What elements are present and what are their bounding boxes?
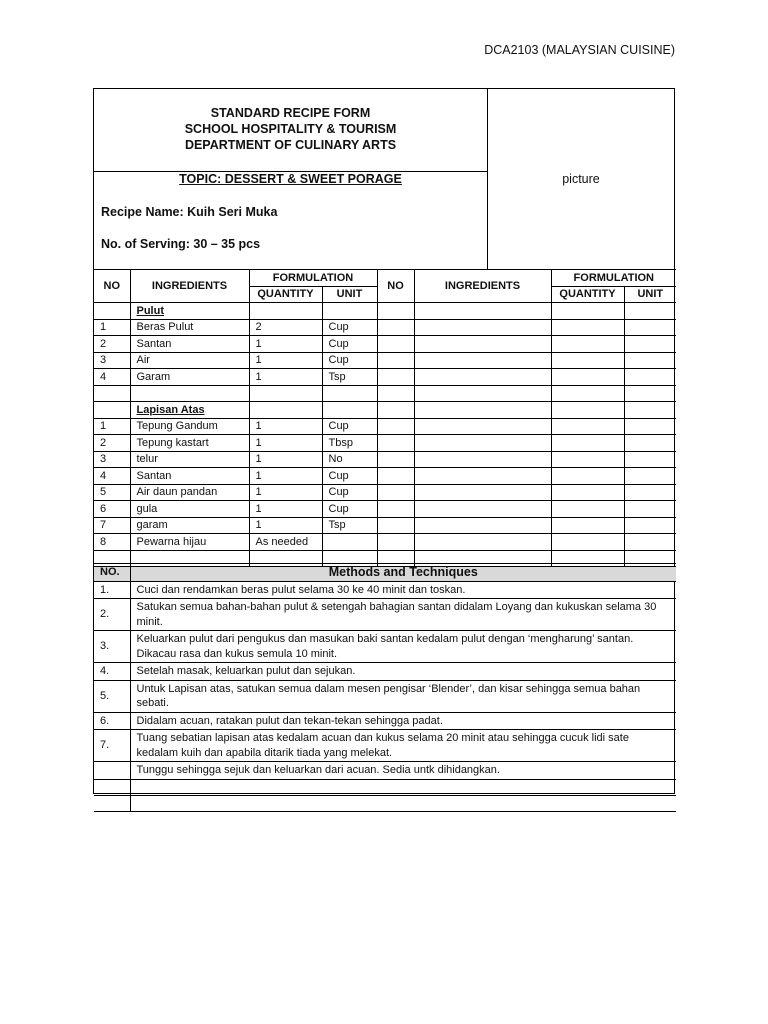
- ingredient-row: [94, 336, 676, 353]
- col-header-ingredients: INGREDIENTS: [130, 270, 249, 303]
- ingredient-no: 4: [94, 468, 130, 485]
- ingredient-name: gula: [130, 501, 249, 518]
- ingredient-unit: Cup: [322, 418, 377, 435]
- school-name: SCHOOL HOSPITALITY & TOURISM: [184, 122, 397, 136]
- topic-box: [94, 171, 488, 269]
- form-title: STANDARD RECIPE FORM: [210, 106, 371, 120]
- ingredient-row: [94, 319, 676, 336]
- step-no: 7.: [94, 730, 130, 762]
- ingredient-row: [94, 501, 676, 518]
- section-row: [94, 303, 676, 320]
- step-no: 4.: [94, 663, 130, 681]
- ingredient-name: Air daun pandan: [130, 484, 249, 501]
- ingredient-name: telur: [130, 451, 249, 468]
- serving-count: No. of Serving: 30 – 35 pcs: [101, 237, 261, 251]
- step-no: 3.: [94, 631, 130, 663]
- ingredient-row: [94, 534, 676, 551]
- ingredient-no: 4: [94, 369, 130, 386]
- ingredient-name: garam: [130, 517, 249, 534]
- picture-label: picture: [562, 172, 600, 186]
- methods-table: [94, 563, 676, 812]
- col-header-unit: UNIT: [322, 286, 377, 303]
- recipe-form: [93, 88, 675, 794]
- recipe-name: Recipe Name: Kuih Seri Muka: [101, 205, 278, 219]
- step-no: 5.: [94, 680, 130, 712]
- empty-row: [94, 795, 676, 811]
- step-text: Tunggu sehingga sejuk dan keluarkan dari acuan. Sedia untk dihidangkan.: [130, 762, 676, 780]
- step-text: Satukan semua bahan-bahan pulut & setengah bahagian santan didalam Loyang dan kukuskan selama 30 minit.: [130, 599, 676, 631]
- col-header-no: NO: [377, 270, 414, 303]
- step-text: Keluarkan pulut dari pengukus dan masukan baki santan kedalam pulut dengan ‘mengharung’ santan. Dikacau rasa dan kukus semula 10 minit.: [130, 631, 676, 663]
- method-step: [94, 762, 676, 780]
- methods-no-header: NO.: [94, 564, 130, 582]
- col-header-ingredients: INGREDIENTS: [414, 270, 551, 303]
- department-name: DEPARTMENT OF CULINARY ARTS: [184, 138, 397, 152]
- step-text: Tuang sebatian lapisan atas kedalam acuan dan kukus selama 20 minit atau sehingga cucuk lidi sate kedalam kuih dan apabila ditarik tiada yang melekat.: [130, 730, 676, 762]
- ingredient-unit: Cup: [322, 468, 377, 485]
- ingredient-unit: Tsp: [322, 369, 377, 386]
- ingredient-no: 8: [94, 534, 130, 551]
- empty-row: [94, 779, 676, 795]
- method-step: [94, 663, 676, 681]
- ingredient-qty: 1: [249, 352, 322, 369]
- ingredient-unit: Tbsp: [322, 435, 377, 452]
- ingredient-unit: Cup: [322, 501, 377, 518]
- ingredient-unit: Cup: [322, 336, 377, 353]
- methods-header-row: [94, 564, 676, 582]
- ingredient-unit: Tsp: [322, 517, 377, 534]
- ingredient-qty: 1: [249, 468, 322, 485]
- method-step: [94, 631, 676, 663]
- ingredient-unit: Cup: [322, 352, 377, 369]
- ingredient-row: [94, 435, 676, 452]
- ingredient-no: 1: [94, 319, 130, 336]
- ingredient-no: 7: [94, 517, 130, 534]
- ingredient-name: Pewarna hijau: [130, 534, 249, 551]
- cell-empty: [94, 402, 130, 419]
- ingredient-no: 2: [94, 435, 130, 452]
- ingredient-qty: 1: [249, 451, 322, 468]
- col-header-quantity: QUANTITY: [249, 286, 322, 303]
- ingredient-qty: As needed: [249, 534, 322, 551]
- ingredient-no: 1: [94, 418, 130, 435]
- ingredient-qty: 1: [249, 484, 322, 501]
- ingredient-no: 2: [94, 336, 130, 353]
- step-no: 1.: [94, 581, 130, 599]
- ingredient-name: Tepung kastart: [130, 435, 249, 452]
- step-no: 2.: [94, 599, 130, 631]
- form-header: [94, 89, 488, 172]
- col-header-unit: UNIT: [624, 286, 676, 303]
- step-no: 6.: [94, 712, 130, 730]
- ingredient-no: 6: [94, 501, 130, 518]
- col-header-quantity: QUANTITY: [551, 286, 624, 303]
- section-title: Lapisan Atas: [130, 402, 249, 419]
- course-code: DCA2103 (MALAYSIAN CUISINE): [484, 43, 675, 57]
- ingredient-row: [94, 484, 676, 501]
- ingredient-name: Beras Pulut: [130, 319, 249, 336]
- step-no: [94, 762, 130, 780]
- ingredient-qty: 1: [249, 418, 322, 435]
- method-step: [94, 680, 676, 712]
- ingredient-qty: 1: [249, 369, 322, 386]
- ingredient-no: 5: [94, 484, 130, 501]
- picture-placeholder: [487, 89, 675, 269]
- topic: TOPIC: DESSERT & SWEET PORAGE: [179, 172, 402, 186]
- empty-row: [94, 385, 676, 402]
- ingredient-row: [94, 352, 676, 369]
- method-step: [94, 730, 676, 762]
- methods-title: Methods and Techniques: [130, 564, 676, 582]
- ingredient-name: Garam: [130, 369, 249, 386]
- col-header-formulation: FORMULATION: [249, 270, 377, 287]
- ingredient-qty: 1: [249, 336, 322, 353]
- step-text: Setelah masak, keluarkan pulut dan sejukan.: [130, 663, 676, 681]
- ingredient-row: [94, 369, 676, 386]
- col-header-formulation: FORMULATION: [551, 270, 676, 287]
- section-title: Pulut: [130, 303, 249, 320]
- ingredient-unit: Cup: [322, 319, 377, 336]
- ingredient-row: [94, 418, 676, 435]
- ingredient-qty: 1: [249, 435, 322, 452]
- ingredient-name: Santan: [130, 336, 249, 353]
- method-step: [94, 581, 676, 599]
- ingredient-name: Santan: [130, 468, 249, 485]
- ingredient-qty: 1: [249, 517, 322, 534]
- section-row: [94, 402, 676, 419]
- step-text: Didalam acuan, ratakan pulut dan tekan-tekan sehingga padat.: [130, 712, 676, 730]
- ingredient-row: [94, 451, 676, 468]
- ingredients-table: [94, 269, 676, 582]
- ingredient-name: Tepung Gandum: [130, 418, 249, 435]
- ingredient-no: 3: [94, 352, 130, 369]
- ingredient-unit: No: [322, 451, 377, 468]
- ingredient-row: [94, 517, 676, 534]
- ingredient-unit: Cup: [322, 484, 377, 501]
- ingredient-no: 3: [94, 451, 130, 468]
- method-step: [94, 599, 676, 631]
- method-step: [94, 712, 676, 730]
- ingredients-header-row: [94, 270, 676, 287]
- ingredient-unit: [322, 534, 377, 551]
- step-text: Cuci dan rendamkan beras pulut selama 30 ke 40 minit dan toskan.: [130, 581, 676, 599]
- col-header-no: NO: [94, 270, 130, 303]
- ingredient-qty: 2: [249, 319, 322, 336]
- cell-empty: [94, 303, 130, 320]
- ingredient-name: Air: [130, 352, 249, 369]
- ingredient-qty: 1: [249, 501, 322, 518]
- step-text: Untuk Lapisan atas, satukan semua dalam mesen pengisar ‘Blender’, dan kisar sehingga semua bahan sebati.: [130, 680, 676, 712]
- ingredient-row: [94, 468, 676, 485]
